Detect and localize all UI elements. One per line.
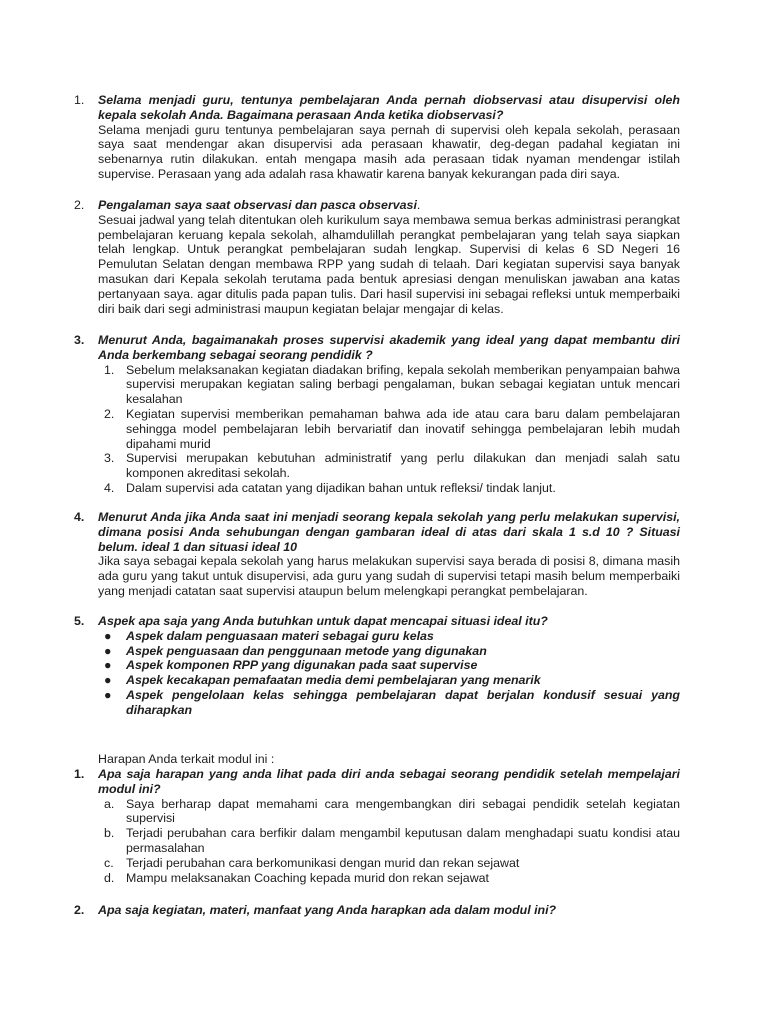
item-number: 5. — [74, 614, 85, 628]
list-item — [98, 826, 680, 856]
list-text: Kegiatan supervisi memberikan pemahaman bahwa ada ide atau cara baru dalam pembelajaran sehingga model pembelajaran lebih bervariatif dan inovatif sehingga pembelajaran lebih mudah dipahami murid — [126, 406, 680, 451]
question-tail: . — [416, 198, 421, 212]
list-number: 3. — [104, 451, 115, 466]
question-item-3 — [74, 333, 680, 496]
item-number: 2. — [74, 198, 85, 212]
list-number: 4. — [104, 480, 115, 495]
list-number: 2. — [104, 406, 115, 421]
list-item — [98, 871, 680, 886]
bullet-icon: ● — [104, 658, 112, 673]
list-text: Terjadi perubahan cara berfikir dalam mengambil keputusan dalam menghadapi suatu kondisi atau permasalahan — [126, 826, 680, 855]
answer-text: Sesuai jadwal yang telah ditentukan oleh kurikulum saya membawa semua berkas administrasi perangkat pembelajaran keruang kepala sekolah, alhamdulillah perangkat pembelajaran yang telah saya siapkan telah lengkap. Untuk perangkat pembelajaran sudah lengkap. Supervisi di kelas 6 SD Negeri 16 Pemulutan Selatan dengan membawa RPP yang sudah di telaah. Dari kegiatan supervisi saya banyak masukan dari Kepala sekolah terutama pada bentuk apresiasi dengan menuliskan jawaban ana katas pertanyaan saya. agar ditulis pada papan tulis. Dari hasil supervisi ini sebagai refleksi untuk memperbaiki diri baik dari segi administrasi maupun kegiatan belajar mengajar di kelas. — [98, 212, 680, 316]
bullet-item — [98, 629, 680, 644]
item-number: 2. — [74, 903, 85, 917]
question-text: Aspek apa saja yang Anda butuhkan untuk dapat mencapai situasi ideal itu? — [98, 614, 548, 628]
section-header-block — [74, 752, 680, 767]
question-item-4 — [74, 510, 680, 599]
question-item-2 — [74, 198, 680, 316]
item-number: 1. — [74, 767, 85, 781]
question-text — [98, 198, 680, 213]
question-text: Menurut Anda, bagaimanakah proses supervisi akademik yang ideal yang dapat membantu diri Anda berkembang sebagai seorang pendidik ? — [98, 333, 680, 362]
question-text: Selama menjadi guru, tentunya pembelajaran Anda pernah diobservasi atau disupervisi oleh kepala sekolah Anda. Bagaimana perasaan Anda ketika diobservasi? — [98, 93, 680, 122]
bullet-icon: ● — [104, 628, 112, 643]
list-text: Supervisi merupakan kebutuhan administratif yang perlu dilakukan dan menjadi salah satu komponen akreditasi sekolah. — [126, 451, 680, 481]
bullet-text: Aspek dalam penguasaan materi sebagai guru kelas — [126, 628, 434, 643]
list-item — [98, 363, 680, 407]
answer-text: Selama menjadi guru tentunya pembelajaran saya pernah di supervisi oleh kepala sekolah, perasaan saya saat mendengar akan disupervisi ada perasaan khawatir, deg-degan padahal kegiatan ini sebenarnya rutin dilakukan. entah mengapa masih ada perasaan tidak nyaman mendengar istilah supervise. Perasaan yang ada adalah rasa khawatir karena banyak kekurangan pada diri saya. — [98, 122, 680, 181]
question-item-5 — [74, 614, 680, 718]
list-text: Terjadi perubahan cara berkomunikasi dengan murid dan rekan sejawat — [126, 855, 520, 870]
list-number: 1. — [104, 362, 115, 377]
bullet-text: Aspek pengelolaan kelas sehingga pembelajaran dapat berjalan kondusif sesuai yang diharapkan — [126, 687, 680, 717]
list-item — [98, 407, 680, 451]
question-item-1 — [74, 93, 680, 182]
list-letter: d. — [104, 870, 115, 885]
bullet-text: Aspek komponen RPP yang digunakan pada saat supervise — [126, 658, 478, 673]
bullet-text: Aspek kecakapan pemafaatan media demi pembelajaran yang menarik — [126, 673, 541, 688]
question-text: Apa saja kegiatan, materi, manfaat yang Anda harapkan ada dalam modul ini? — [98, 903, 557, 917]
expectation-item-2 — [74, 903, 680, 918]
answer-text: Jika saya sebagai kepala sekolah yang harus melakukan supervisi saya berada di posisi 8, dimana masih ada guru yang takut untuk disupervisi, ada guru yang sudah di supervisi tetapi masih belum memperbaiki yang menjadi catatan saat supervisi ataupun belum melengkapi perangkat pembelajaran. — [98, 554, 680, 598]
bullet-item — [98, 658, 680, 673]
list-letter: b. — [104, 826, 115, 841]
list-letter: c. — [104, 855, 114, 870]
expectation-item-1 — [74, 767, 680, 885]
bullet-item — [98, 688, 680, 718]
question-text: Menurut Anda jika Anda saat ini menjadi seorang kepala sekolah yang perlu melakukan supervisi, dimana posisi Anda sehubungan dengan gambaran ideal di atas dari skala 1 s.d 10 ? Situasi belum. ideal 1 dan situasi ideal 10 — [98, 510, 680, 554]
question-italic: Pengalaman saya saat observasi dan pasca observasi — [98, 198, 417, 212]
list-item — [98, 481, 680, 496]
bullet-icon: ● — [104, 643, 112, 658]
list-text: Saya berharap dapat memahami cara mengembangkan diri sebagai pendidik setelah kegiatan supervisi — [126, 796, 680, 826]
list-item — [98, 856, 680, 871]
item-number: 3. — [74, 333, 85, 347]
bullet-icon: ● — [104, 673, 112, 688]
item-number: 4. — [74, 510, 85, 524]
bullet-icon: ● — [104, 687, 112, 702]
list-text: Mampu melaksanakan Coaching kepada murid don rekan sejawat — [126, 870, 489, 885]
list-item — [98, 797, 680, 827]
section-header: Harapan Anda terkait modul ini : — [98, 752, 275, 766]
item-number: 1. — [74, 93, 85, 107]
bullet-item — [98, 673, 680, 688]
list-item — [98, 451, 680, 481]
bullet-text: Aspek penguasaan dan penggunaan metode yang digunakan — [126, 643, 487, 658]
question-text: Apa saja harapan yang anda lihat pada diri anda sebagai seorang pendidik setelah mempelajari modul ini? — [98, 767, 680, 796]
bullet-item — [98, 644, 680, 659]
list-letter: a. — [104, 796, 115, 811]
list-text: Sebelum melaksanakan kegiatan diadakan brifing, kepala sekolah memberikan penyampaian bahwa supervisi merupakan kegiatan saling berbagi pengalaman, bukan sebagai kegiatan untuk mencari kesalahan — [126, 362, 680, 407]
list-text: Dalam supervisi ada catatan yang dijadikan bahan untuk refleksi/ tindak lanjut. — [126, 480, 556, 495]
